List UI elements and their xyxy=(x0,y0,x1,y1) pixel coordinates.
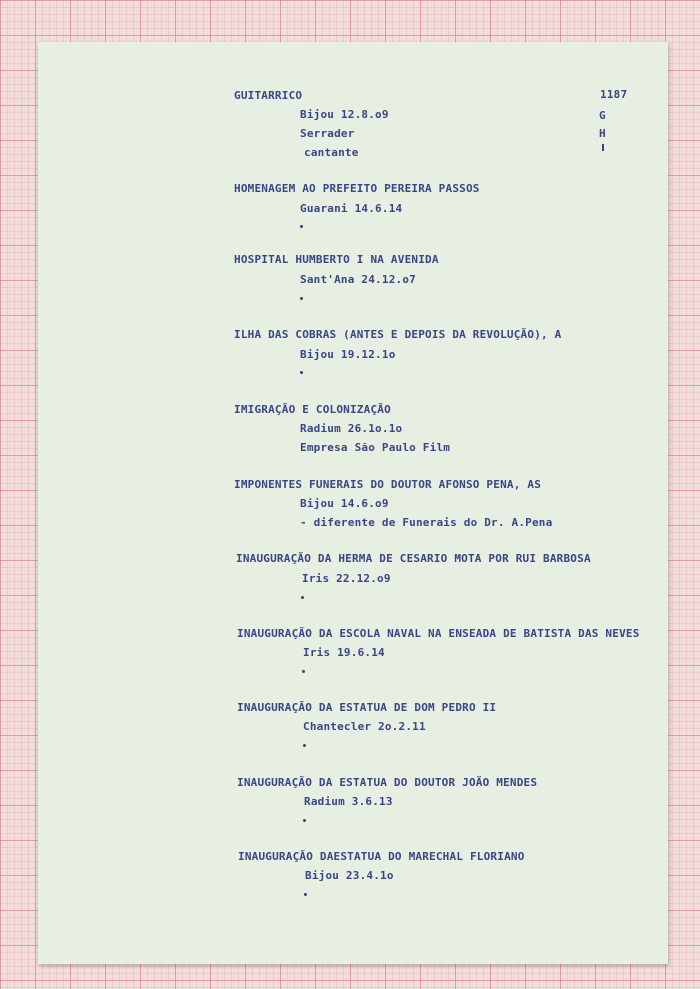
entry-line: Iris 19.6.14 xyxy=(303,646,385,659)
entry-line: Radium 3.6.13 xyxy=(304,795,393,808)
entry-line: Empresa São Paulo Film xyxy=(300,441,451,454)
entry-title: INAUGURAÇÃO DA ESCOLA NAVAL NA ENSEADA DE BATISTA DAS NEVES xyxy=(237,627,640,640)
bullet-dot xyxy=(301,596,304,599)
bullet-dot xyxy=(300,297,303,300)
bullet-dot xyxy=(302,670,305,673)
tick-mark xyxy=(602,144,604,151)
entry-line: - diferente de Funerais do Dr. A.Pena xyxy=(300,516,553,529)
entry-line: Iris 22.12.o9 xyxy=(302,572,391,585)
entry-line: Radium 26.1o.1o xyxy=(300,422,403,435)
bullet-dot xyxy=(303,819,306,822)
entry-title: INAUGURAÇÃO DAESTATUA DO MARECHAL FLORIANO xyxy=(238,850,525,863)
entry-line: Chantecler 2o.2.11 xyxy=(303,720,426,733)
bullet-dot xyxy=(303,744,306,747)
entry-title: INAUGURAÇÃO DA ESTATUA DE DOM PEDRO II xyxy=(237,701,497,714)
bullet-dot xyxy=(300,371,303,374)
side-mark: G xyxy=(599,109,606,122)
entry-line: cantante xyxy=(304,146,359,159)
entry-title: HOSPITAL HUMBERTO I NA AVENIDA xyxy=(234,253,439,266)
entry-title: IMPONENTES FUNERAIS DO DOUTOR AFONSO PENA, AS xyxy=(234,478,542,491)
entry-title: ILHA DAS COBRAS (ANTES E DEPOIS DA REVOLUÇÃO), A xyxy=(234,328,562,341)
index-card xyxy=(38,42,668,964)
bullet-dot xyxy=(304,893,307,896)
entry-title: HOMENAGEM AO PREFEITO PEREIRA PASSOS xyxy=(234,182,480,195)
entry-line: Bijou 23.4.1o xyxy=(305,869,394,882)
entry-title: GUITARRICO xyxy=(234,89,303,102)
entry-line: Bijou 19.12.1o xyxy=(300,348,396,361)
entry-title: IMIGRAÇÃO E COLONIZAÇÃO xyxy=(234,403,391,416)
side-mark: H xyxy=(599,127,606,140)
entry-line: Bijou 14.6.o9 xyxy=(300,497,389,510)
entry-line: Guarani 14.6.14 xyxy=(300,202,403,215)
card-number: 1187 xyxy=(600,88,628,101)
bullet-dot xyxy=(300,225,303,228)
entry-title: INAUGURAÇÃO DA ESTATUA DO DOUTOR JOÃO MENDES xyxy=(237,776,538,789)
entry-title: INAUGURAÇÃO DA HERMA DE CESARIO MOTA POR RUI BARBOSA xyxy=(236,552,591,565)
entry-line: Bijou 12.8.o9 xyxy=(300,108,389,121)
entry-line: Serrader xyxy=(300,127,355,140)
entry-line: Sant'Ana 24.12.o7 xyxy=(300,273,416,286)
